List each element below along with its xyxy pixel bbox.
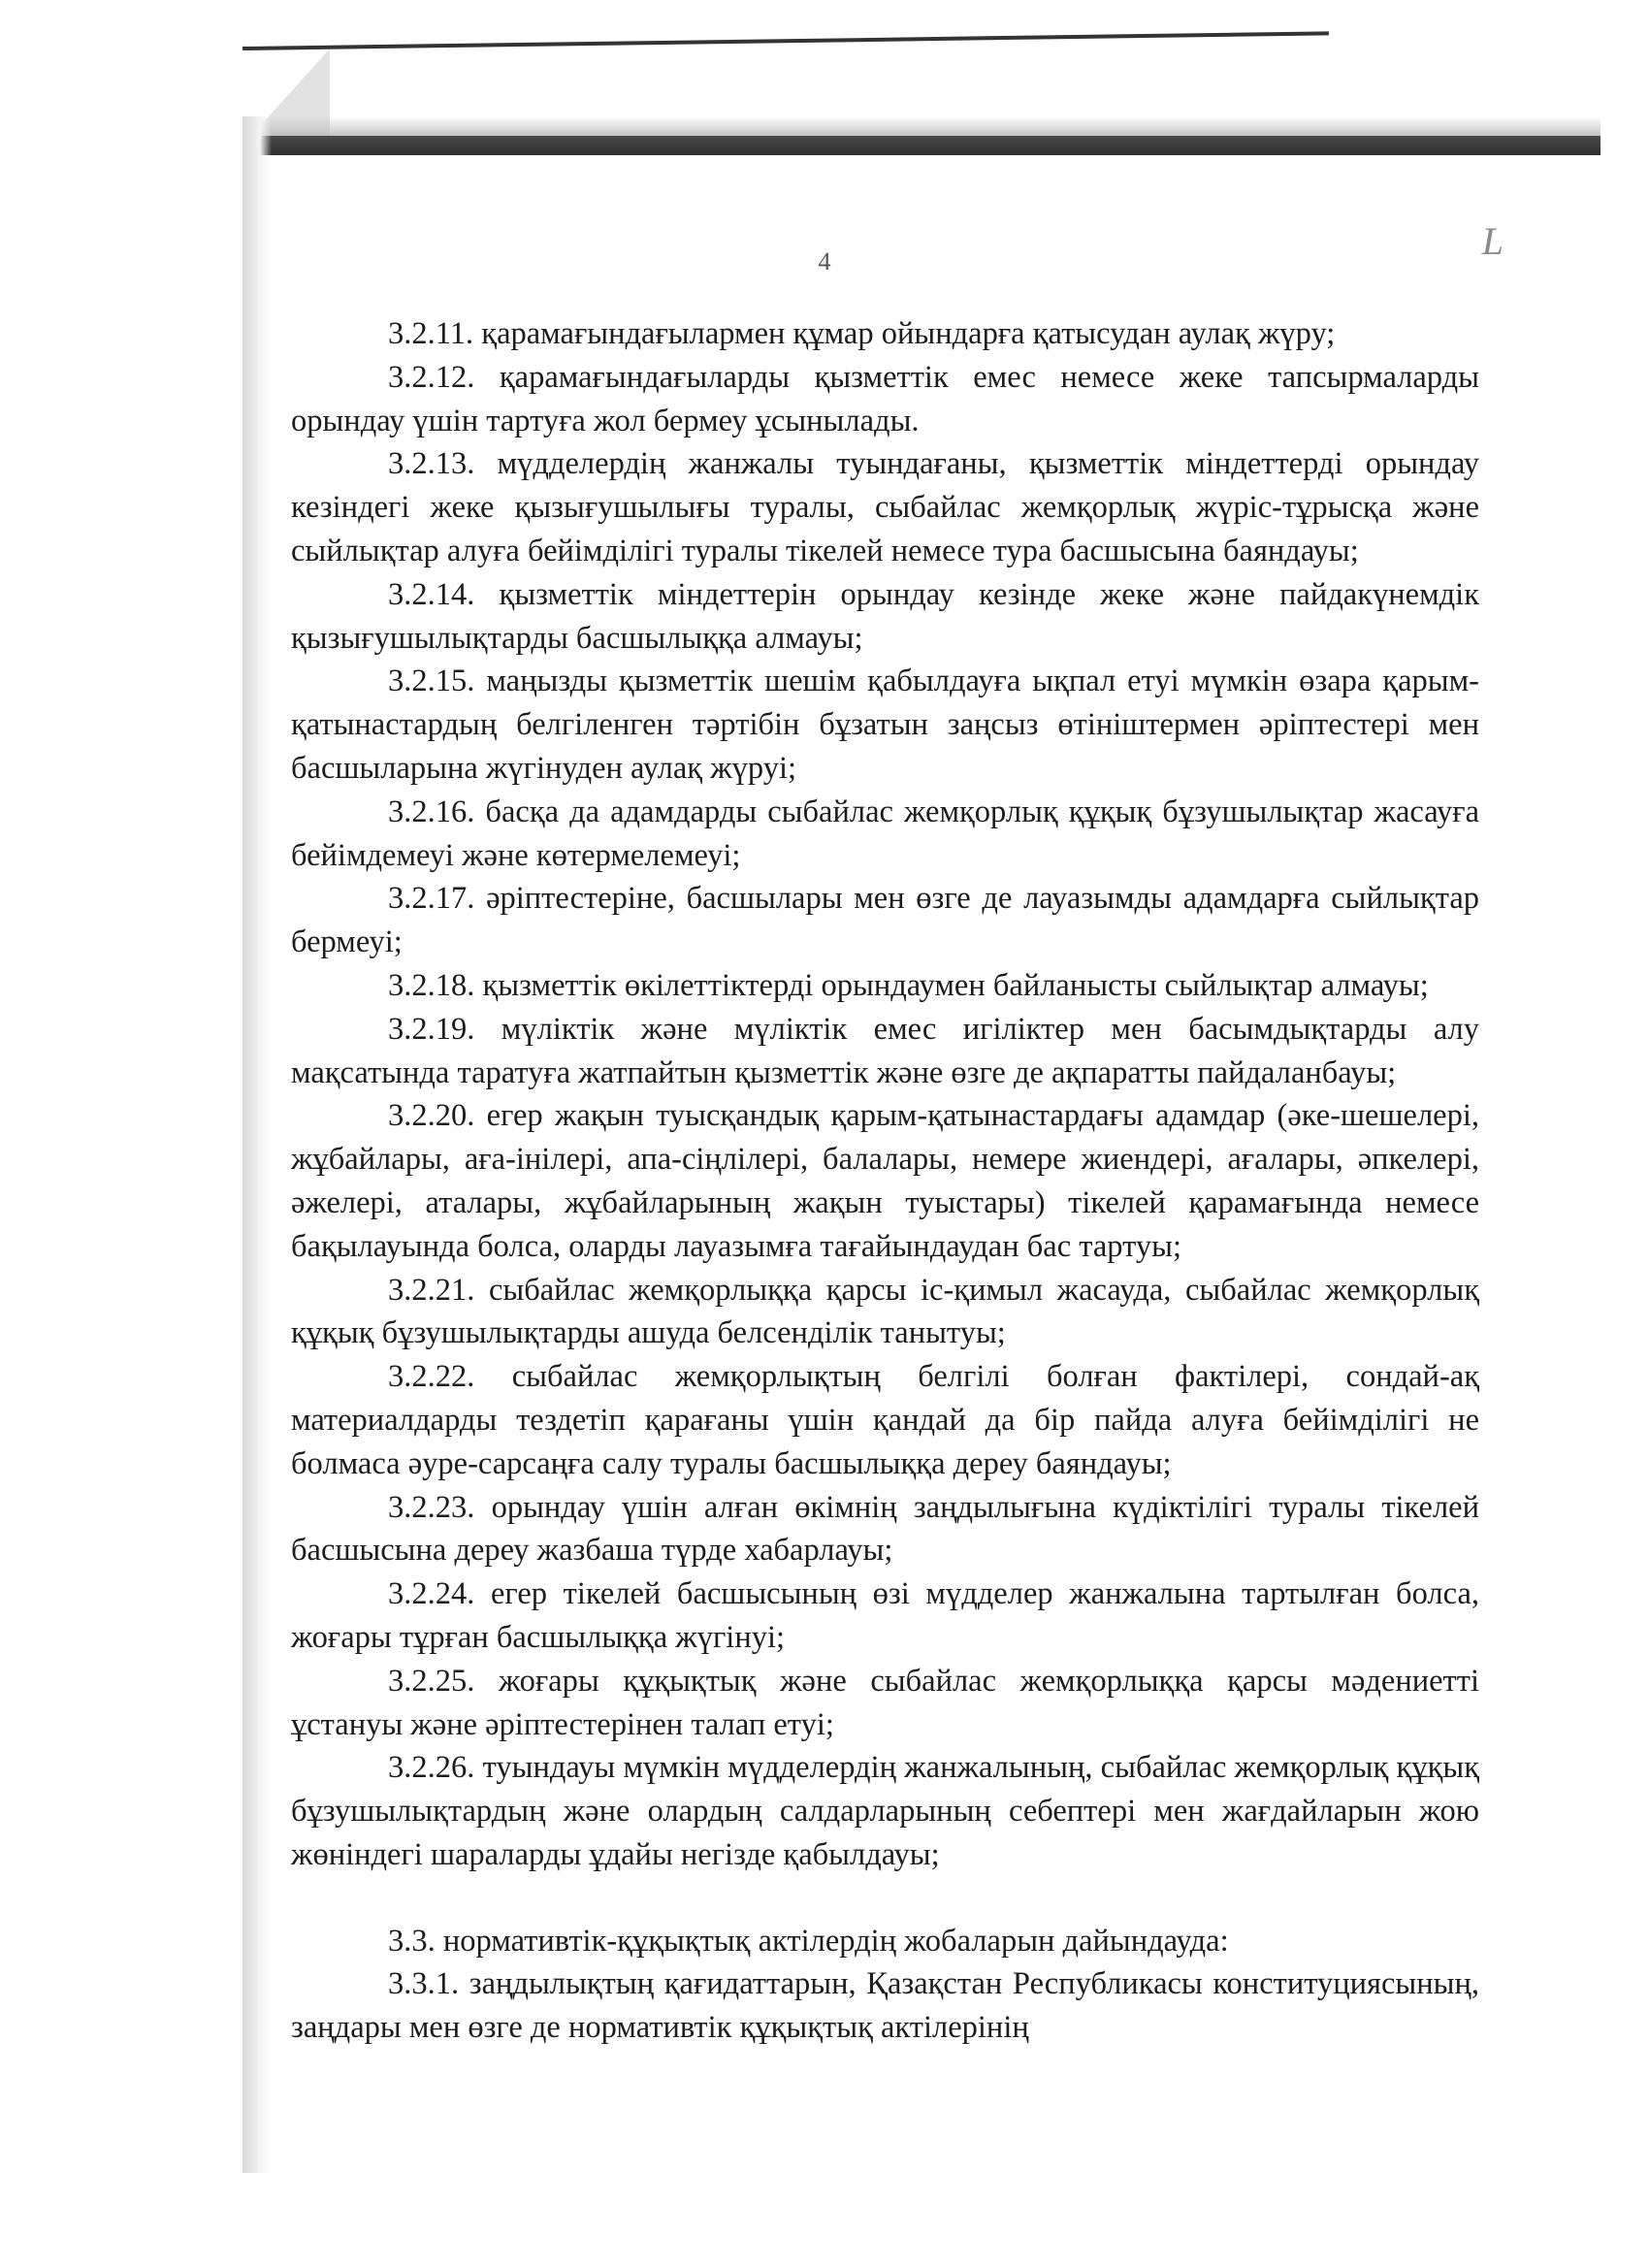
paragraph-3-2-16: 3.2.16. басқа да адамдарды сыбайлас жемқорлық құқық бұзушылықтар жасауға бейімдемеуі және көтермелемеуі; — [291, 794, 1479, 873]
paragraph-3-2-21: 3.2.21. сыбайлас жемқорлыққа қарсы іс-қимыл жасауда, сыбайлас жемқорлық құқық бұзушылықтарды ашуда белсенділік танытуы; — [291, 1272, 1479, 1351]
corner-mark: L — [1481, 219, 1504, 263]
section-spacer — [291, 1877, 1479, 1920]
paragraph-3-2-18: 3.2.18. қызметтік өкілеттіктерді орындаумен байланысты сыйлықтар алмауы; — [388, 967, 1429, 1003]
page-number: 4 — [818, 247, 831, 275]
paragraph-3-2-19: 3.2.19. мүліктік және мүліктік емес игіліктер мен басымдықтарды алу мақсатында таратуға жатпайтын қызметтік және өзге де ақпаратты пайдаланбауы; — [291, 1011, 1479, 1090]
folded-page-edge — [242, 31, 1329, 50]
paragraph-3-2-23: 3.2.23. орындау үшін алған өкімнің заңдылығына күдіктілігі туралы тікелей басшысына дереу жазбаша түрде хабарлауы; — [291, 1489, 1479, 1569]
paragraph-3-2-14: 3.2.14. қызметтік міндеттерін орындау кезінде жеке және пайдакүнемдік қызығушылықтарды басшылыққа алмауы; — [291, 576, 1479, 656]
section-heading-3-3: 3.3. нормативтік-құқықтық актілердің жобаларын дайындауда: — [388, 1923, 1229, 1959]
document-body — [291, 312, 1479, 2050]
paragraph-3-2-17: 3.2.17. әріптестеріне, басшылары мен өзге де лауазымды адамдарға сыйлықтар бермеуі; — [291, 881, 1479, 960]
paragraph-3-2-26: 3.2.26. туындауы мүмкін мүдделердің жанжалының, сыбайлас жемқорлық құқық бұзушылықтардың және олардың салдарларының себептері мен жағдайларын жою жөніндегі шараларды ұдайы негізде қабылдауы; — [291, 1750, 1479, 1872]
scan-left-shadow — [242, 116, 272, 2173]
paragraph-3-2-24: 3.2.24. егер тікелей басшысының өзі мүдделер жанжалына тартылған болса, жоғары тұрған басшылыққа жүгінуі; — [291, 1576, 1479, 1655]
scan-top-band — [242, 136, 1600, 155]
paragraph-3-2-22: 3.2.22. сыбайлас жемқорлықтың белгілі болған фактілері, сондай-ақ материалдарды тездетіп қарағаны үшін қандай да бір пайда алуға бейімділігі не болмаса әуре-сарсаңға салу туралы басшылыққа дереу баяндауы; — [291, 1359, 1479, 1481]
paragraph-3-2-11: 3.2.11. қарамағындағылармен құмар ойындарға қатысудан аулақ жүру; — [388, 316, 1336, 351]
paragraph-3-3-1: 3.3.1. заңдылықтың қағидаттарын, Қазақстан Республикасы конституциясының, заңдары мен өзге де нормативтік құқықтық актілерінің — [291, 1966, 1479, 2046]
paragraph-3-2-13: 3.2.13. мүдделердің жанжалы туындағаны, қызметтік міндеттерді орындау кезіндегі жеке қызығушылығы туралы, сыбайлас жемқорлық жүріс-тұрысқа және сыйлықтар алуға бейімділігі туралы тікелей немесе тура басшысына баяндауы; — [291, 446, 1479, 568]
paragraph-3-2-15: 3.2.15. маңызды қызметтік шешім қабылдауға ықпал етуі мүмкін өзара қарым-қатынастардың белгіленген тәртібін бұзатын заңсыз өтініштермен әріптестері мен басшыларына жүгінуден аулақ жүруі; — [291, 664, 1479, 786]
paragraph-3-2-12: 3.2.12. қарамағындағыларды қызметтік емес немесе жеке тапсырмаларды орындау үшін тартуға жол бермеу ұсынылады. — [291, 359, 1479, 438]
paragraph-3-2-20: 3.2.20. егер жақын туысқандық қарым-қатынастардағы адамдар (әке-шешелері, жұбайлары, аға-інілері, апа-сіңлілері, балалары, немере жиендері, ағалары, әпкелері, әжелері, аталары, жұбайларының жақын туыстары) тікелей қарамағында немесе бақылауында болса, оларды лауазымға тағайындаудан бас тартуы; — [291, 1098, 1479, 1264]
scan-band-fade — [242, 116, 1600, 138]
paragraph-3-2-25: 3.2.25. жоғары құқықтық және сыбайлас жемқорлыққа қарсы мәдениетті ұстануы және әріптестерінен талап етуі; — [291, 1663, 1479, 1742]
